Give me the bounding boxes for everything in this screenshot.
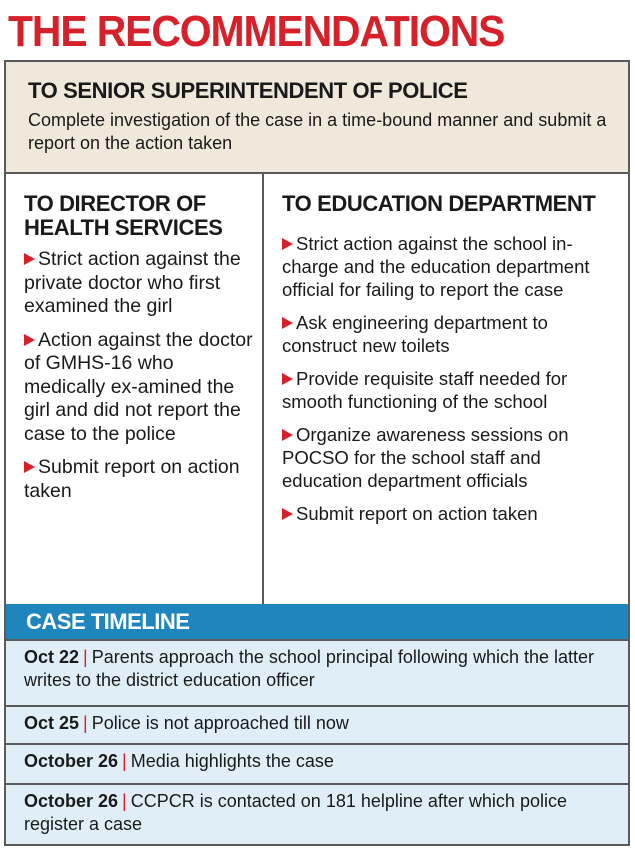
education-department-column	[264, 174, 628, 604]
arrow-bullet-icon	[282, 373, 293, 385]
health-heading: TO DIRECTOR OF HEALTH SERVICES	[24, 191, 223, 240]
arrow-bullet-icon	[24, 253, 35, 265]
page-title: THE RECOMMENDATIONS	[8, 7, 505, 56]
timeline-row	[6, 783, 628, 844]
timeline-date: October 26	[24, 791, 119, 811]
timeline-date: Oct 25	[24, 713, 80, 733]
timeline-row	[6, 639, 628, 705]
arrow-bullet-icon	[282, 508, 293, 520]
list-item: Provide requisite staff needed for smooth functioning of the school	[282, 368, 568, 412]
ssp-heading: TO SENIOR SUPERINTENDENT OF POLICE	[28, 78, 468, 103]
list-item: Ask engineering department to construct new toilets	[282, 312, 548, 356]
arrow-bullet-icon	[282, 317, 293, 329]
arrow-bullet-icon	[282, 238, 293, 250]
timeline-separator: |	[83, 713, 88, 733]
timeline-text: Police is not approached till now	[91, 713, 349, 733]
ssp-section	[6, 62, 628, 174]
timeline-date: Oct 22	[24, 647, 80, 667]
timeline-separator: |	[122, 751, 127, 771]
arrow-bullet-icon	[24, 461, 35, 473]
timeline-row	[6, 743, 628, 783]
education-heading: TO EDUCATION DEPARTMENT	[282, 191, 596, 216]
list-item: Submit report on action taken	[24, 456, 240, 502]
arrow-bullet-icon	[282, 429, 293, 441]
recommendations-box	[4, 60, 630, 846]
health-services-column	[6, 174, 264, 604]
ssp-text: Complete investigation of the case in a time-bound manner and submit a report on the action taken	[28, 110, 607, 153]
timeline-date: October 26	[24, 751, 119, 771]
timeline-separator: |	[122, 791, 127, 811]
timeline-text: CCPCR is contacted on 181 helpline after which police register a case	[24, 791, 567, 834]
list-item: Organize awareness sessions on POCSO for the school staff and education department officials	[282, 424, 569, 491]
timeline-text: Media highlights the case	[130, 751, 334, 771]
list-item: Action against the doctor of GMHS-16 who medically ex-amined the girl and did not report the case to the police	[24, 328, 253, 445]
list-item: Submit report on action taken	[282, 502, 620, 525]
timeline-separator: |	[83, 647, 88, 667]
list-item: Strict action against the school in-charge and the education department official for failing to report the case	[282, 233, 590, 300]
timeline-text: Parents approach the school principal following which the latter writes to the district education officer	[24, 647, 595, 690]
timeline-row	[6, 705, 628, 743]
arrow-bullet-icon	[24, 334, 35, 346]
list-item: Strict action against the private doctor who first examined the girl	[24, 248, 241, 317]
case-timeline-heading: CASE TIMELINE	[6, 604, 628, 639]
